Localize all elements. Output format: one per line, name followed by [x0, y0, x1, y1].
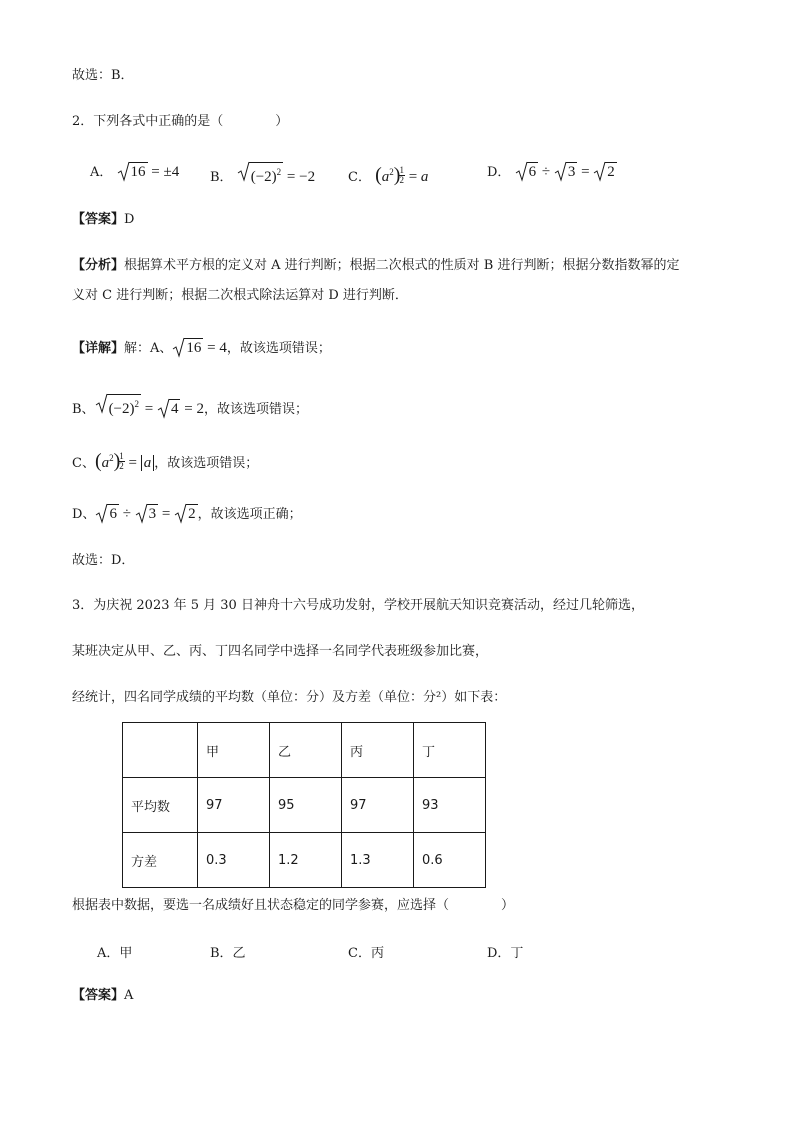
option-b-expression: $(-2)^2 = -2$ — [237, 169, 315, 185]
analysis-tag: 【分析】 — [72, 258, 125, 273]
detail-b-prefix: B、 — [72, 402, 95, 417]
table-header-cell: 甲 — [198, 723, 270, 778]
q3-question: 根据表中数据，要选一名成绩好且状态稳定的同学参赛，应选择（ ） — [72, 898, 515, 913]
q2-option-a — [90, 160, 179, 185]
q2-stem: 2．下列各式中正确的是（ ） — [72, 114, 289, 129]
detail-b-expression: $(-2)^2$ = 4 = 2 — [95, 401, 204, 417]
option-c-expression: $(a^2)$ $\frac{1}{2}$ = a — [375, 164, 429, 186]
detail-a-expression: 16 = 4 — [172, 340, 226, 356]
q3-choice-c: C．丙 — [348, 946, 384, 961]
detail-d-prefix: D、 — [72, 507, 96, 522]
table-row — [123, 778, 486, 833]
detail-c-text: ，故该选项错误； — [154, 456, 259, 471]
q2-option-b — [210, 160, 315, 190]
q3-choice-a: A．甲 — [97, 946, 133, 961]
option-d-expression: 6 ÷ 3 = 2 — [515, 164, 617, 180]
table-cell: 0.6 — [414, 833, 486, 888]
row-label: 平均数 — [123, 778, 198, 833]
detail-tag: 【详解】 — [72, 341, 125, 356]
detail-d-text: ，故该选项正确； — [197, 507, 302, 522]
q2-detail-d — [72, 502, 302, 525]
q3-choice-d: D．丁 — [487, 946, 524, 961]
table-row — [123, 833, 486, 888]
detail-d-expression: 6 ÷ 3 = 2 — [95, 506, 197, 522]
q2-detail-c — [72, 448, 258, 474]
stats-table — [122, 722, 486, 888]
table-cell: 95 — [270, 778, 342, 833]
detail-c-prefix: C、 — [72, 456, 95, 471]
table-cell — [123, 723, 198, 778]
table-header-row — [123, 723, 486, 778]
q2-analysis — [72, 256, 680, 276]
q3-choice-b: B．乙 — [210, 946, 246, 961]
table-cell: 97 — [342, 778, 414, 833]
q2-conclusion: 故选：D． — [72, 553, 135, 568]
q2-option-c — [348, 160, 428, 190]
q2-answer — [72, 210, 134, 230]
detail-c-expression: $(a^2)$ $\frac{1}{2}$ = a — [95, 455, 154, 471]
answer-value: A — [124, 988, 134, 1003]
q3-stem-line-1: 3．为庆祝 2023 年 5 月 30 日神舟十六号成功发射，学校开展航天知识竞赛活动，经过几轮筛选， — [72, 598, 644, 613]
option-label: A． — [90, 165, 113, 180]
option-label: B． — [210, 170, 233, 185]
row-label: 方差 — [123, 833, 198, 888]
detail-a-text: ，故该选项错误； — [226, 341, 331, 356]
option-a-expression: 16 = ±4 — [117, 164, 180, 180]
table-cell: 0.3 — [198, 833, 270, 888]
q3-stem-line-2: 某班决定从甲、乙、丙、丁四名同学中选择一名同学代表班级参加比赛， — [72, 644, 489, 659]
answer-tag: 【答案】 — [72, 212, 125, 227]
table-cell: 1.3 — [342, 833, 414, 888]
analysis-line-1: 根据算术平方根的定义对 A 进行判断；根据二次根式的性质对 B 进行判断；根据分数指数幂的定 — [124, 258, 680, 273]
option-label: C． — [348, 170, 371, 185]
detail-b-text: ，故该选项错误； — [203, 402, 308, 417]
table-cell: 93 — [414, 778, 486, 833]
answer-value: D — [124, 212, 135, 227]
table-cell: 97 — [198, 778, 270, 833]
q2-detail-a — [72, 336, 331, 359]
answer-tag: 【答案】 — [72, 988, 125, 1003]
table-cell: 1.2 — [270, 833, 342, 888]
q2-detail-b — [72, 392, 308, 420]
detail-a-prefix: 解：A、 — [124, 341, 173, 356]
table-header-cell: 丁 — [414, 723, 486, 778]
q3-answer — [72, 986, 133, 1006]
q2-option-d — [487, 160, 617, 185]
table-header-cell: 乙 — [270, 723, 342, 778]
q1-conclusion: 故选：B． — [72, 68, 134, 83]
option-label: D． — [487, 165, 511, 180]
q2-analysis-line-2: 义对 C 进行判断；根据二次根式除法运算对 D 进行判断． — [72, 288, 408, 303]
table-header-cell: 丙 — [342, 723, 414, 778]
q3-stem-line-3: 经统计，四名同学成绩的平均数（单位：分）及方差（单位：分²）如下表： — [72, 690, 507, 705]
